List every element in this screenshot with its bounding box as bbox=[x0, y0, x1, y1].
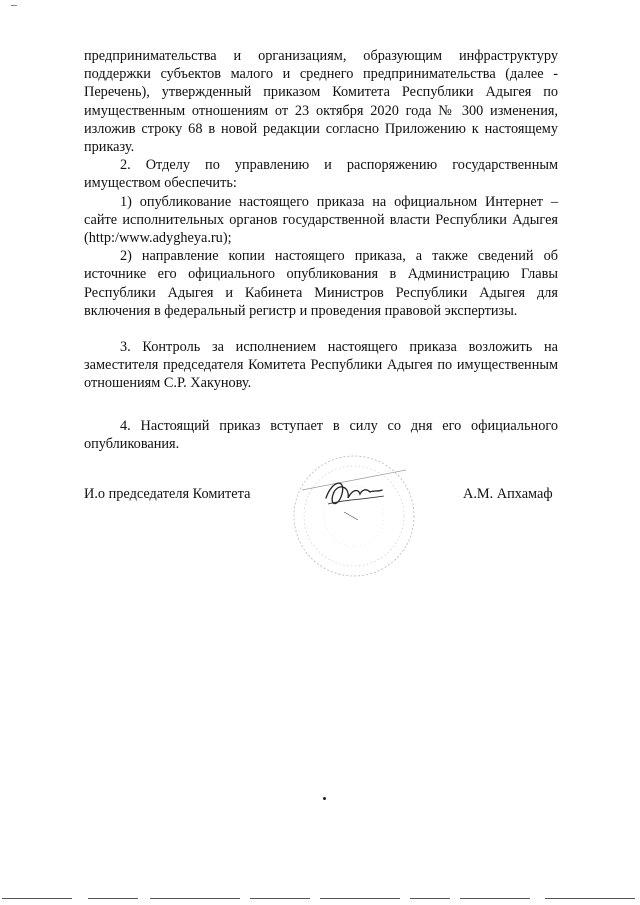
paragraph-item-2: 2. Отделу по управлению и распоряжению государственным имуществом обеспечить: bbox=[84, 157, 558, 192]
signatory-name: А.М. Апхамаф bbox=[463, 486, 553, 502]
paragraph-item-4: 4. Настоящий приказ вступает в силу со дня его официального опубликования. bbox=[84, 417, 558, 452]
scan-artifact bbox=[0, 898, 640, 902]
paragraph-subitem-1: 1) опубликование настоящего приказа на официальном Интернет – сайте исполнительных органов государственной власти Республики Адыгея (http:/www.adygheya.ru); bbox=[84, 193, 558, 247]
seal-stamp-icon bbox=[288, 450, 420, 582]
document-body bbox=[84, 47, 558, 453]
handwritten-signature-icon bbox=[326, 483, 382, 503]
paragraph-subitem-2: 2) направление копии настоящего приказа, а также сведений об источнике его официального опубликования в Администрацию Главы Республики Адыгея и Кабинета Министров Республики Адыгея для включения в федеральный регистр и проведения правовой экспертизы. bbox=[84, 248, 558, 319]
signatory-title: И.о председателя Комитета bbox=[84, 486, 251, 502]
page-mark bbox=[323, 797, 326, 800]
scan-mark bbox=[11, 5, 17, 6]
paragraph-continuation: предпринимательства и организациям, образующим инфраструктуру поддержки субъектов малого и среднего предпринимательства (далее - Перечень), утвержденный приказом Комитета Республики Адыгея по имущественным отношениям от 23 октября 2020 года № 300 изменения, изложив строку 68 в новой редакции согласно Приложению к настоящему приказу. bbox=[84, 48, 558, 156]
paragraph-item-3: 3. Контроль за исполнением настоящего приказа возложить на заместителя председателя Комитета Республики Адыгея по имущественным отношениям С.Р. Хакунову. bbox=[84, 339, 558, 392]
